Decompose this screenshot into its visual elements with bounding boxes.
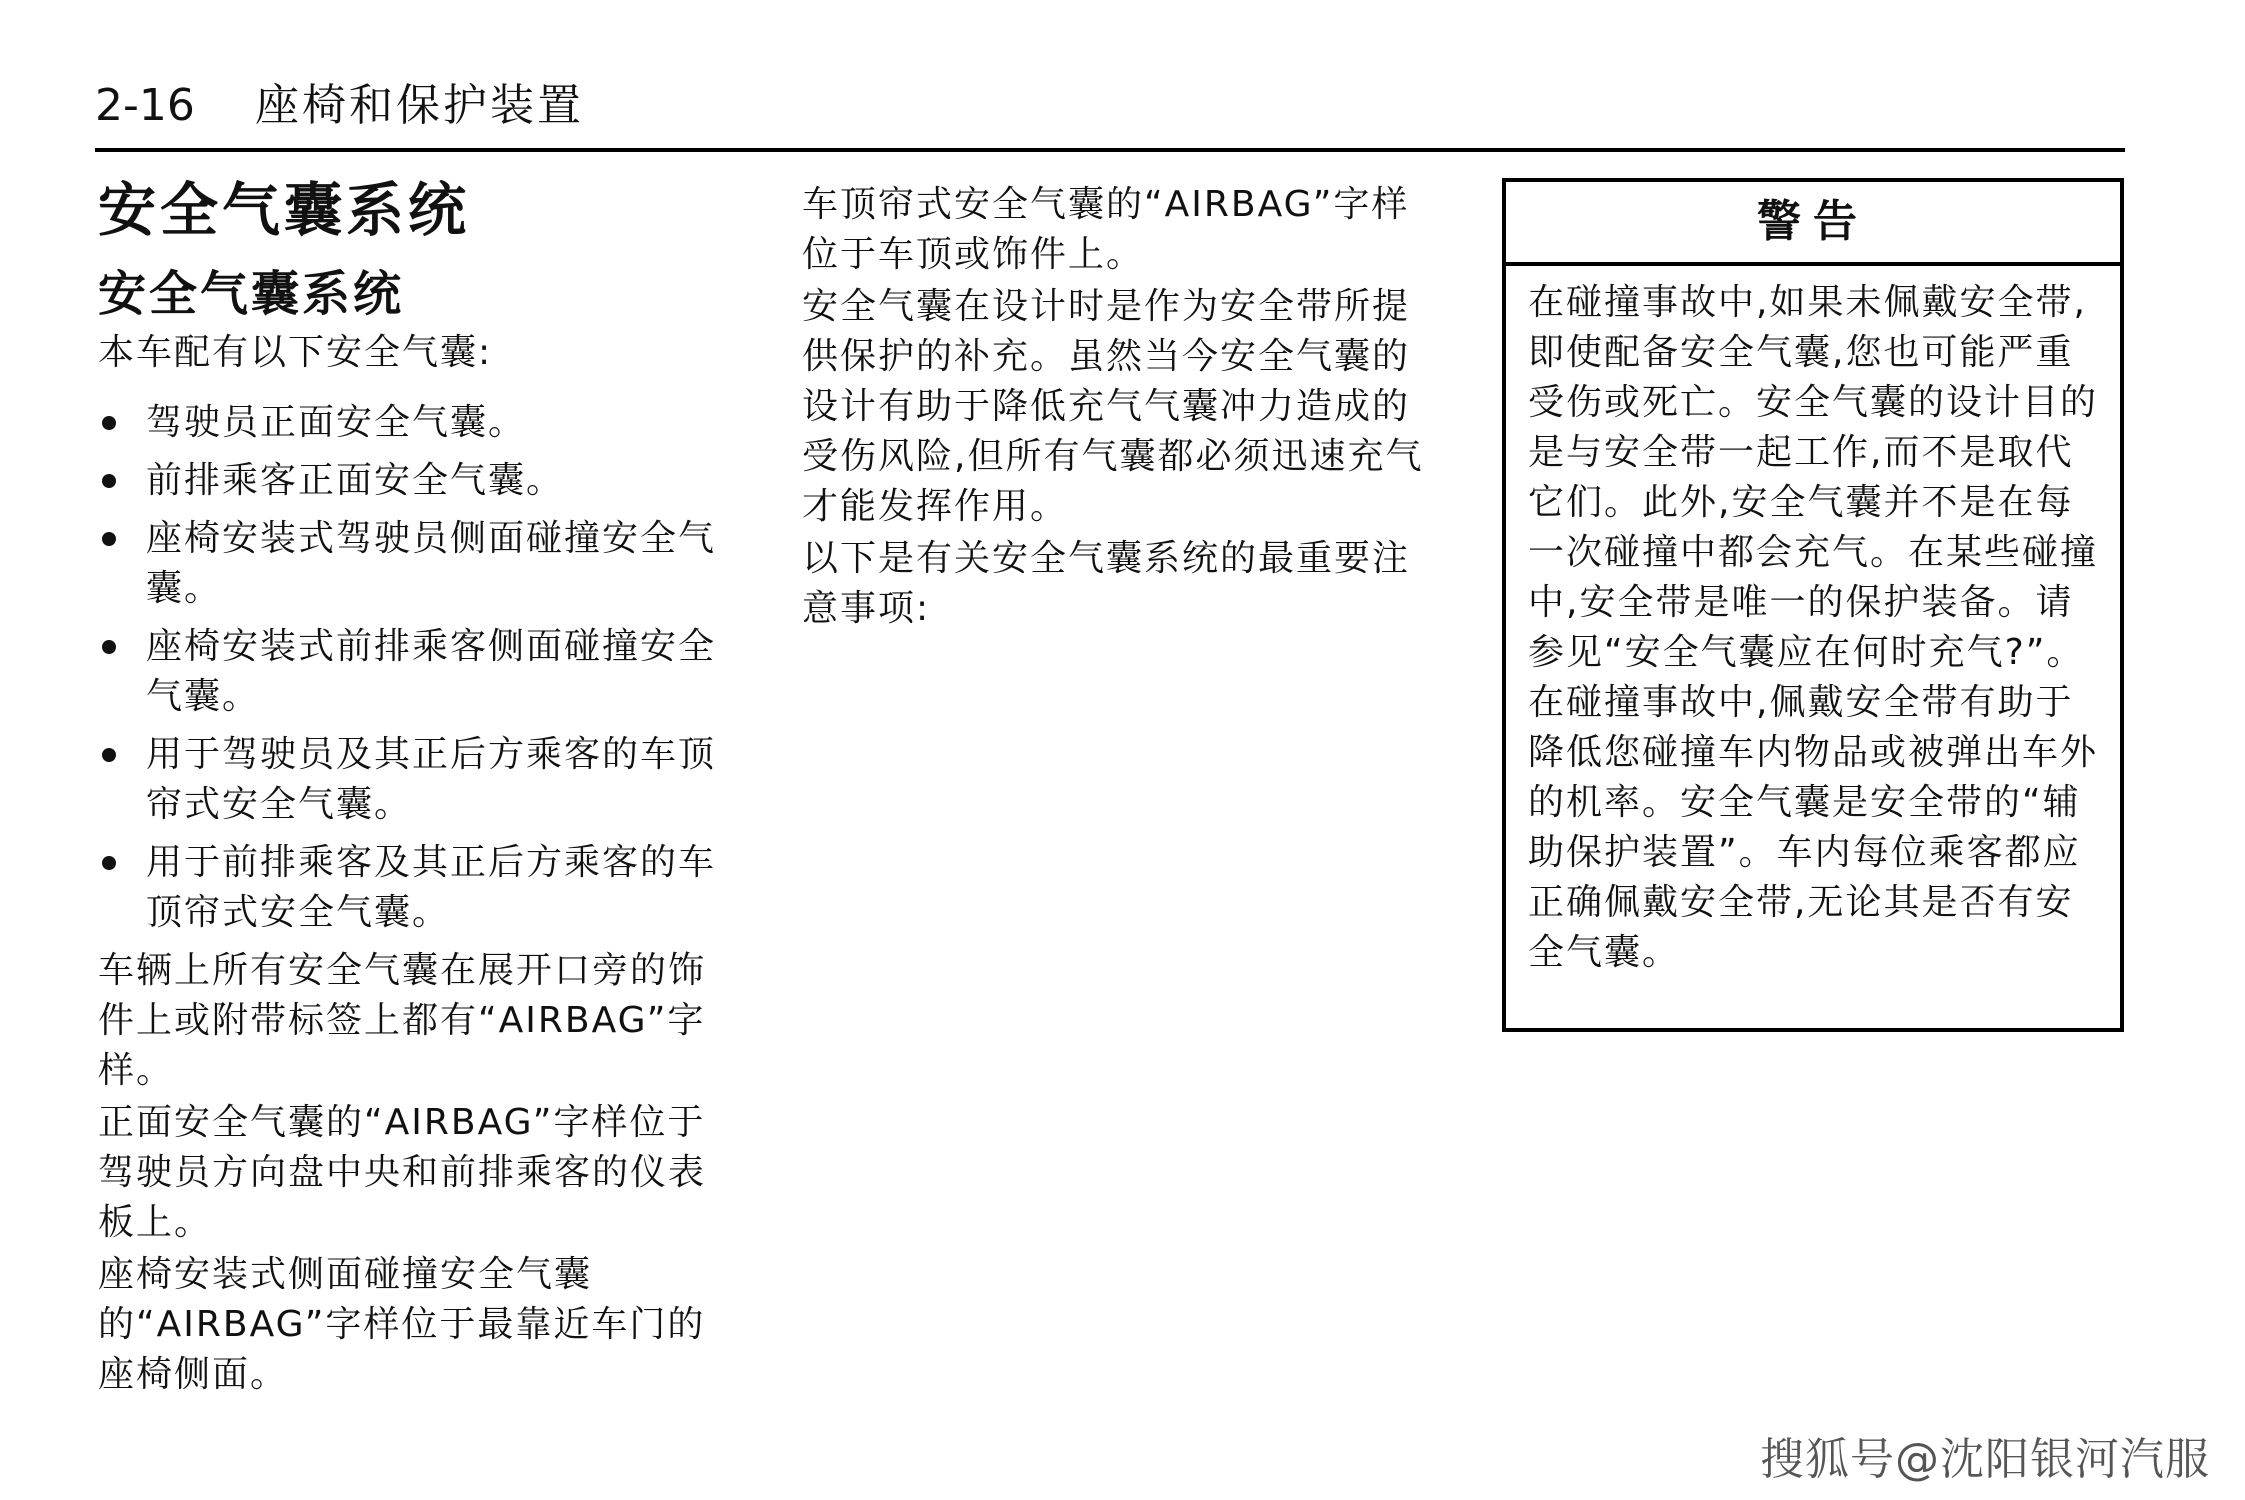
list-item [98,838,738,938]
list-item [98,730,738,830]
list-item-text: 座椅安装式驾驶员侧面碰撞安全气囊。 [146,518,717,609]
bullet-icon [102,416,116,430]
sub-title: 安全气囊系统 [98,266,405,322]
intro-text: 本车配有以下安全气囊: [98,332,493,373]
paragraph-design: 安全气囊在设计时是作为安全带所提供保护的补充。虽然当今安全气囊的设计有助于降低充气气囊冲力造成的受伤风险,但所有气囊都必须迅速充气才能发挥作用。 [802,286,1424,527]
left-column [98,172,738,1402]
bullet-icon [102,748,116,762]
paragraph-notes: 以下是有关安全气囊系统的最重要注意事项: [802,538,1411,629]
list-item-text: 前排乘客正面安全气囊。 [146,460,565,501]
bullet-icon [102,532,116,546]
paragraph-front-airbag: 正面安全气囊的“AIRBAG”字样位于驾驶员方向盘中央和前排乘客的仪表板上。 [98,1102,707,1243]
paragraph-roof-airbag: 车顶帘式安全气囊的“AIRBAG”字样位于车顶或饰件上。 [802,184,1410,275]
warning-paragraph: 在碰撞事故中,如果未佩戴安全带,即使配备安全气囊,您也可能严重受伤或死亡。安全气囊的设计目的是与安全带一起工作,而不是取代它们。此外,安全气囊并不是在每一次碰撞中都会充气。在某些碰撞中,安全带是唯一的保护装备。请参见“安全气囊应在何时充气?”。 [1528,282,2099,673]
chapter-title: 座椅和保护装置 [255,80,584,131]
bullet-icon [102,474,116,488]
page-number: 2-16 [95,80,195,131]
list-item-text: 驾驶员正面安全气囊。 [146,402,527,443]
warning-body [1506,266,2120,978]
list-item-text: 用于驾驶员及其正后方乘客的车顶帘式安全气囊。 [146,734,717,825]
paragraph-side-airbag: 座椅安装式侧面碰撞安全气囊的“AIRBAG”字样位于最靠近车门的座椅侧面。 [98,1254,706,1395]
list-item-text: 用于前排乘客及其正后方乘客的车顶帘式安全气囊。 [146,842,717,933]
list-item [98,456,738,506]
list-item [98,398,738,448]
bullet-icon [102,856,116,870]
warning-paragraph: 在碰撞事故中,佩戴安全带有助于降低您碰撞车内物品或被弹出车外的机率。安全气囊是安全带的“辅助保护装置”。车内每位乘客都应正确佩戴安全带,无论其是否有安全气囊。 [1528,682,2099,973]
warning-heading: 警告 [1506,182,2120,266]
warning-box [1502,178,2124,1032]
list-item-text: 座椅安装式前排乘客侧面碰撞安全气囊。 [146,626,717,717]
page-header [95,78,2125,152]
paragraph-airbag-label: 车辆上所有安全气囊在展开口旁的饰件上或附带标签上都有“AIRBAG”字样。 [98,950,707,1091]
list-item [98,514,738,614]
list-item [98,622,738,722]
middle-column [802,180,1442,636]
bullet-icon [102,640,116,654]
watermark: 搜狐号@沈阳银河汽服 [1760,1434,2210,1485]
airbag-list [98,398,738,938]
section-title: 安全气囊系统 [98,176,471,244]
